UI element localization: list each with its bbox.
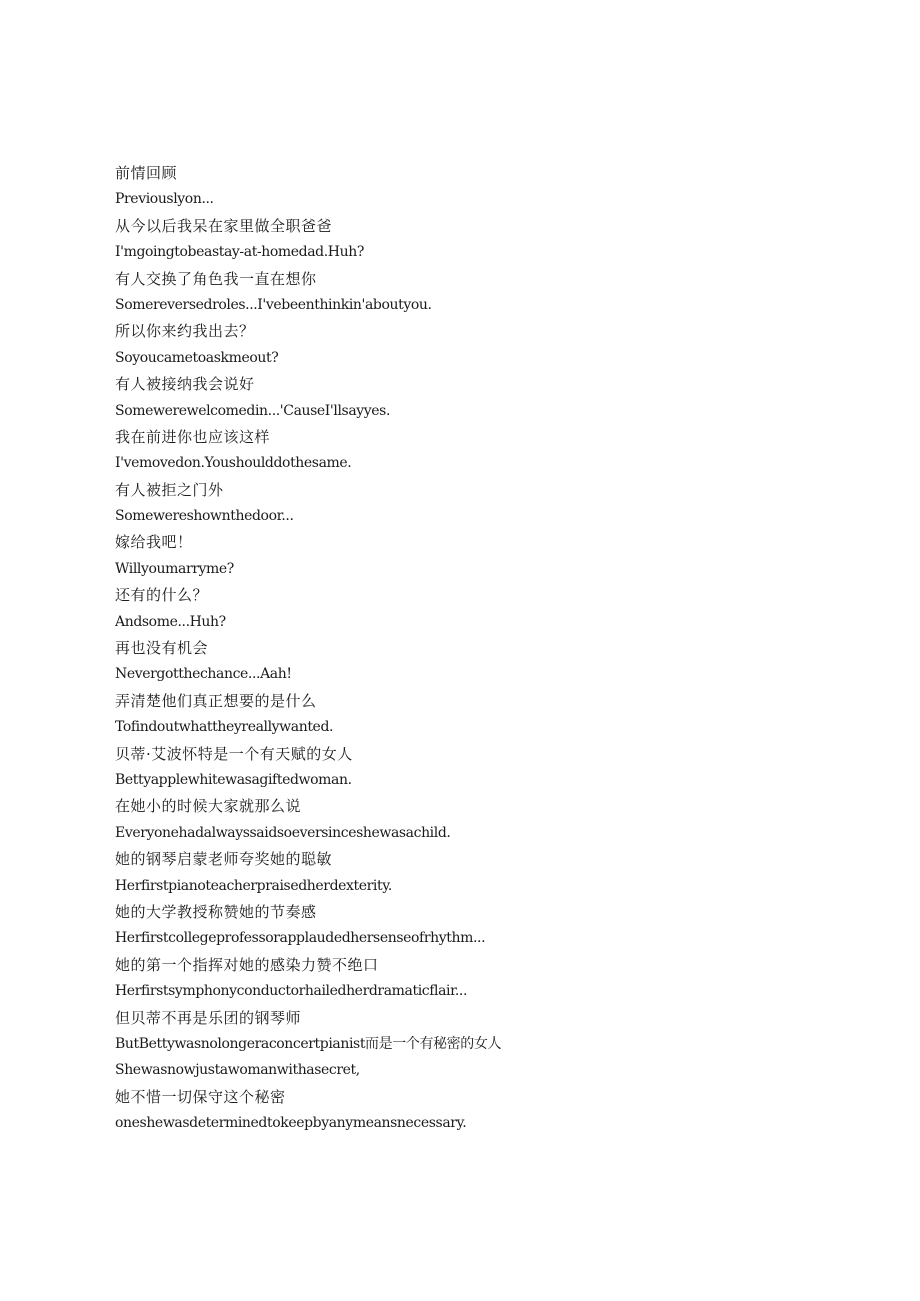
chinese-subtitle-line: 有人交换了角色我一直在想你 [115,269,317,288]
chinese-subtitle-line: 从今以后我呆在家里做全职爸爸 [115,216,333,235]
chinese-subtitle-line: 有人被拒之门外 [115,480,224,499]
english-subtitle-line: ButBettywasnolongeraconcertpianist而是一个有秘密的女人 [115,1035,502,1052]
chinese-subtitle-line: 前情回顾 [115,164,178,182]
english-subtitle-line: Previouslyon... [115,191,214,208]
english-subtitle-line: Somewereshownthedoor... [115,508,294,525]
english-subtitle-line: oneshewasdeterminedtokeepbyanymeansnecessary. [115,1115,467,1132]
english-subtitle-line: Somereversedroles...I'vebeenthinkin'aboutyou. [115,296,432,313]
english-subtitle-line: Somewerewelcomedin...'CauseI'llsayyes. [115,402,391,419]
english-subtitle-line: Andsome...Huh? [115,613,226,630]
chinese-subtitle-line: 在她小的时候大家就那么说 [115,797,302,816]
english-subtitle-line: Herfirstpianoteacherpraisedherdexterity. [115,877,392,894]
chinese-subtitle-line: 贝蒂·艾波怀特是一个有天赋的女人 [115,744,353,763]
chinese-subtitle-line: 还有的什么？ [115,586,209,605]
chinese-subtitle-line: 她不惜一切保守这个秘密 [115,1087,286,1106]
chinese-subtitle-line: 嫁给我吧！ [115,533,193,552]
chinese-subtitle-line: 弄清楚他们真正想要的是什么 [115,691,317,710]
chinese-subtitle-line: 所以你来约我出去？ [115,322,255,341]
english-subtitle-line: Herfirstcollegeprofessorapplaudedhersenseofrhythm... [115,930,486,947]
english-subtitle-line: Everyonehadalwayssaidsoeversinceshewasachild. [115,824,451,841]
subtitle-transcript [115,160,895,1136]
english-subtitle-line: Soyoucametoaskmeout? [115,349,279,366]
english-subtitle-line: I'vemovedon.Youshoulddothesame. [115,455,352,472]
english-subtitle-line: Herfirstsymphonyconductorhailedherdramaticflair... [115,983,468,1000]
chinese-subtitle-line: 她的大学教授称赞她的节奏感 [115,902,317,921]
chinese-subtitle-line: 她的钢琴启蒙老师夸奖她的聪敏 [115,850,333,869]
chinese-subtitle-line: 她的第一个指挥对她的感染力赞不绝口 [115,955,379,974]
chinese-subtitle-line: 我在前进你也应该这样 [115,427,271,446]
english-subtitle-line: Nevergotthechance...Aah! [115,666,292,683]
english-subtitle-line: Shewasnowjustawomanwithasecret, [115,1062,360,1079]
english-subtitle-line: Willyoumarryme? [115,560,234,577]
chinese-subtitle-line: 但贝蒂不再是乐团的钢琴师 [115,1008,302,1027]
english-subtitle-line: I'mgoingtobeastay-at-homedad.Huh? [115,244,364,261]
english-subtitle-line: Bettyapplewhitewasagiftedwoman. [115,771,352,788]
chinese-subtitle-line: 有人被接纳我会说好 [115,375,255,394]
chinese-subtitle-line: 再也没有机会 [115,639,209,658]
english-subtitle-line: Tofindoutwhattheyreallywanted. [115,719,334,736]
